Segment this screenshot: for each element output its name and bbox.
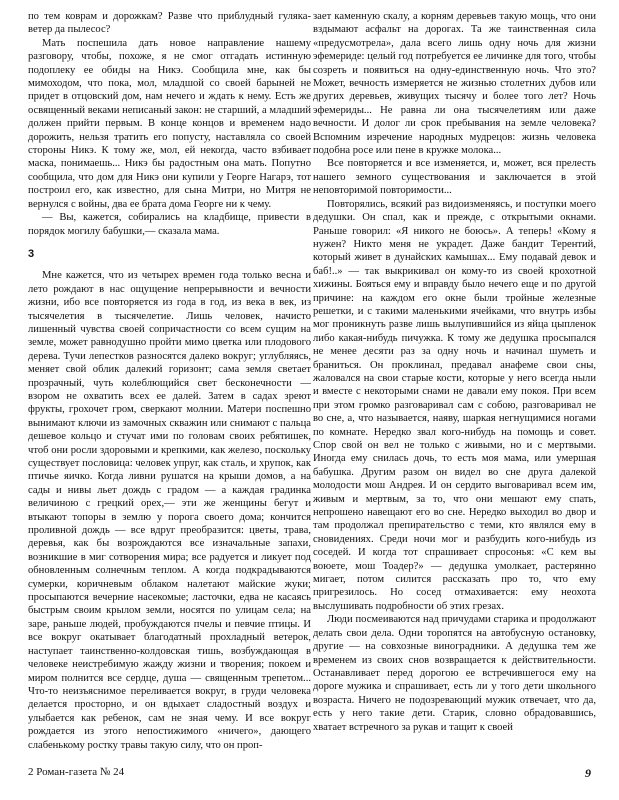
paragraph: Люди посмеиваются над причудами старика и продолжают делать свои дела. Одни торопятся на автобусную остановку, другие — на совхозные виноградники. А дедушка тем же временем из своих снов возвращается к действительности. Останавливает перед дорогою ее встречившегося ему на дороге мужика и спрашивает, есть ли у того дети школьного возраста. Ничего не подозревающий мужик отвечает, что да, есть у него такие дети. Старик, словно обрадовавшись, хватает встречного за рукав и тащит к своей	[313, 614, 596, 733]
paragraph: Все повторяется и все изменяется, и, может, вся прелесть нашего земного существования и заключается в этой неповторимой повторимости...	[313, 158, 596, 197]
paragraph: Повторялись, всякий раз видоизменяясь, и поступки моего дедушки. Он спал, как и прежде, с открытыми окнами. Раньше говорил: «Я никого не боюсь». А теперь! «Кому я нужен? Никто меня не украдет. Даже бандит Терентий, который живет в дунайских камышах... Ему подавай девок и баб!..» — так выкрикивал он кому-то из своей крохотной хижины. Бояться ему и вправду было нечего еще и по другой причине: на каждом его окне были тройные железные решетки, и с такими маленькими ячейками, что внутрь избы мог проникнуть разве лишь вылупившийся из яйца цыпленок либо какая-нибудь пичужка. К тому же дедушка просыпался не менее десяти раз за одну ночь и начинал шуметь и браниться. Он проклинал, предавал анафеме свои сны, жаловался на свои старые кости, которые у него всегда ныли и вместе с некоторыми снами не давали ему покоя. При всем при этом громко разговаривал сам с собою, разговаривал не во сне, а, что называется, наяву, шаркая негнущимися ногами по комнате. Нередко звал кого-нибудь на помощь и совет. Спор свой он вел не только с живыми, но и с мертвыми. Иногда ему снилась дочь, то есть моя мама, или умершая бабушка. Другим разом он видел во сне друга далекой молодости мош Андрея. И он сердито выговаривал всем им, живым и мертвым, за то, что они мешают ему спать, непрошено навещают его во сне. Нередко выходил во двор и там продолжал препирательство с теми, кто являлся ему в сновидениях. Среди ночи мог и разбудить кого-нибудь из соседей. И когда тот спрашивает спросонья: «С кем вы воюете, мош Тоадер?» — дедушка умолкает, растерянно мигает, потом силится рассказать про то, что ему пригрезилось. Но сосед отмахивается: ему неохота выслушивать подробности об этих грезах.	[313, 198, 596, 612]
left-column	[28, 10, 311, 752]
section-number: 3	[28, 247, 35, 260]
paragraph: зает каменную скалу, а корням деревьев такую мощь, что они вздымают асфальт на дорогах. Та же таинственная сила «предусмотрела», дала всего лишь одну ночь для жизни эфемериде: целый год потребуется ее личинке для того, чтобы созреть и появиться на одну-единственную ночь. Что это? Может, вечность измеряется не жизнью столетних дубов или других деревьев, живущих тысячу и более того лет? Ночь эфемериды... Не равна ли она тысячелетиям или даже вечности. И долог ли срок пребывания на земле человека? Вспомним изречение народных мудрецов: жизнь человека подобна росе или пене в кружке молока...	[313, 11, 596, 157]
paragraph: — Вы, кажется, собирались на кладбище, привести в порядок могилу бабушки,— сказала мама.	[28, 212, 311, 237]
right-column	[313, 10, 596, 734]
paragraph: Мне кажется, что из четырех времен года только весна и лето рождают в нас ощущение непрерывности и вечности жизни, ибо все повторяется из года в год, из века в век, из тысячелетия в тысячелетие. Лишь человек, начисто лишенный чувства своей сопричастности со всем сущим на земле, может равнодушно пройти мимо цветка или плодового дерева. Тучи лепестков разносятся далеко вокруг; углубляясь, меняет свой облик далекий горизонт; сама земля светает прозрачный, чуть колеблющийся свет бесконечности — взором не охватить всех ее далей. Затем в садах зреют фрукты, грохочет гром, сверкают молнии. Матери поспешно вынимают ключи из замочных скважин или снимают с пальца дешевое кольцо и стучат ими по головам своих ребятишек, чтоб они росли здоровыми и крепкими, как железо, поскольку существует пословица: человек упруг, как сталь, и хрупок, как птичье яичко. Когда ливни рушатся на крыши домов, а на сады и нивы льет дождь с градом — а каждая градинка величиною с грецкий орех,— эти же женщины бегут и втыкают топоры в землю у порога своего дома; кончится проливной дождь — все вдруг преобразится: цветы, трава, деревья, как бы возрождаются все изначальные запахи, возникшие в миг сотворения мира; все радуется и ликует под обновленным солнечным теплом. А когда подкрадываются сумерки, коричневым облаком налетают майские жуки; просыпаются вечерние насекомые; ласточки, едва не касаясь быстрым своим крылом земли, носятся по улицам села; на заре, раньше людей, пробуждаются пчелы и певчие птицы. И все вокруг окатывает благодатный прохладный ветерок, наступает таинственно-колдовская тишь, возбуждающая в человеке неистребимую жажду жизни и творения; покоем и миром полнится все сердце, душа — священным трепетом... Что-то неизъяснимое переливается вокруг, в груди человека делается просторно, и он вдыхает сладостный воздух и улыбается как ребенок, сам не зная чему. И все вокруг рождается из этого непостижимого «ничего», дающего слабенькому ростку травы такую силу, что он проп-	[28, 270, 311, 751]
paragraph: по тем коврам и дорожкам? Разве что приблудный гуляка-ветер да пылесос?	[28, 11, 311, 36]
page-number: 9	[585, 766, 591, 780]
printer-signature: 2 Роман-газета № 24	[28, 766, 125, 778]
page-footer	[28, 766, 591, 786]
paragraph: Мать поспешила дать новое направление нашему разговору, чтобы, похоже, я не смог отгадать истинную подоплеку ее обиды на Никэ. Сообщила мне, как бы мимоходом, что пока, мол, младшой со своей барыней не придет в отцовский дом, нам нечего и ждать к нему. Есть же освященный веками неписаный закон: не старший, а младший должен прийти первым. В конце концов и временем надо дорожить, нельзя тратить его попусту, наставляла со своей стороны Никэ. К тому же, мол, ей некогда, часто взбивает маска, понимаешь... Никэ бы радостным она мать. Попутно сообщила, что дом для Никэ они купили у Георге Нагарэ, тот построил его, как известно, для сына Митри, но Митря не вернулся с войны, два ее брата дома Георге ни к чему.	[28, 37, 311, 210]
